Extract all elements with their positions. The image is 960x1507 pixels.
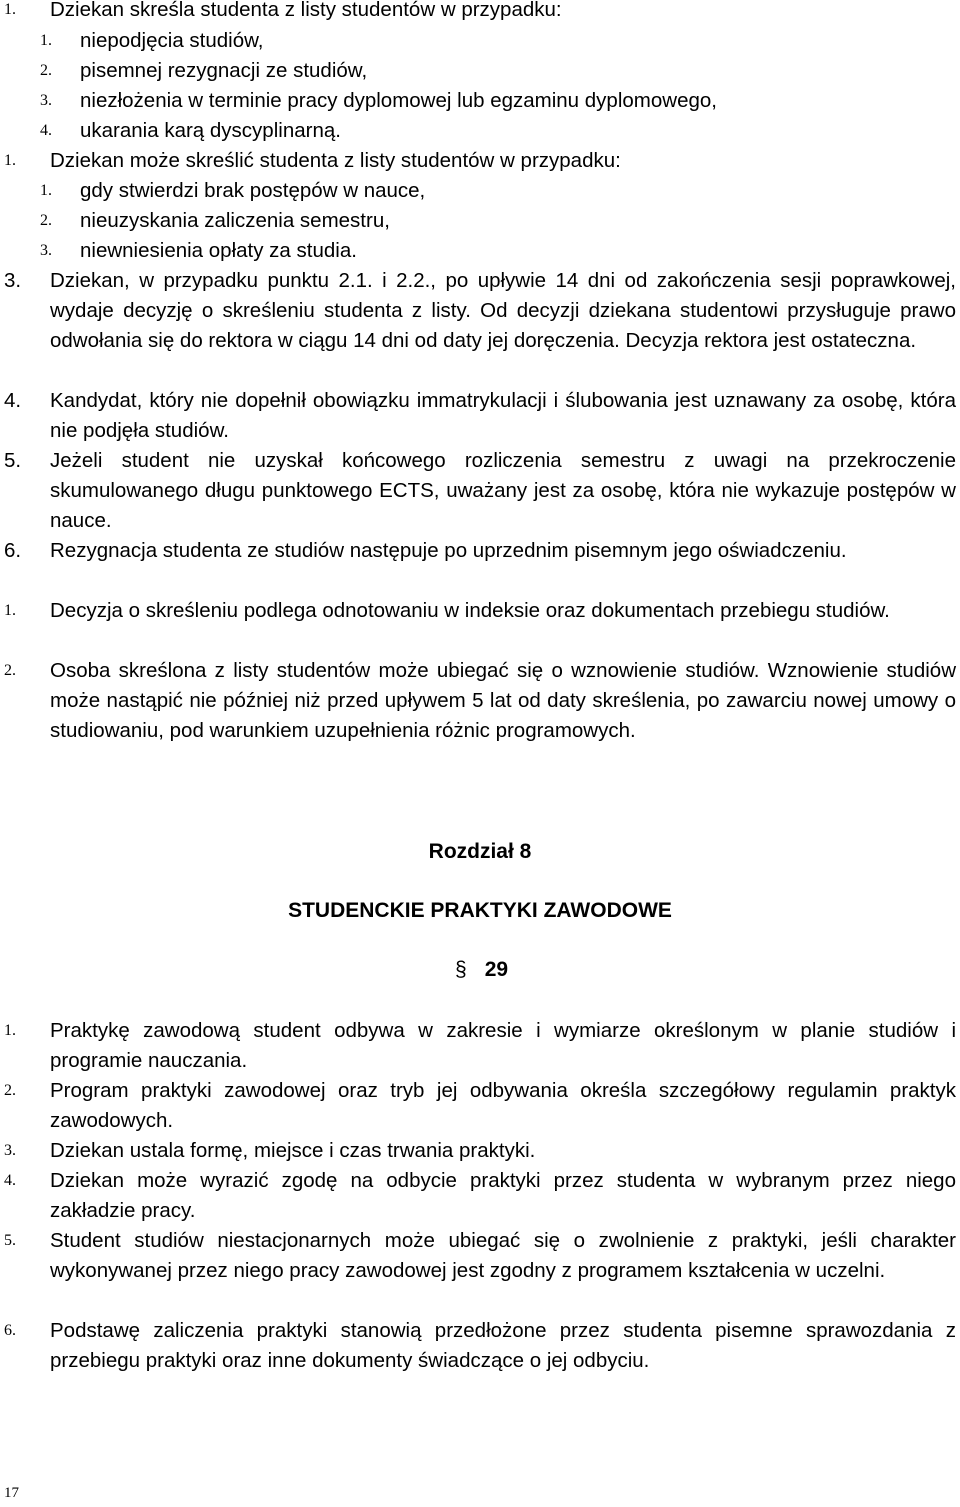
list-item bbox=[0, 386, 956, 446]
item-number: 3. bbox=[4, 1142, 16, 1159]
list-item bbox=[0, 1166, 956, 1226]
item-number: 6. bbox=[4, 1322, 16, 1339]
item-text: Dziekan może skreślić studenta z listy studentów w przypadku: bbox=[50, 149, 621, 172]
section-symbol: § bbox=[455, 958, 467, 981]
item-number: 6. bbox=[4, 539, 22, 562]
item-text: Osoba skreślona z listy studentów może ubiegać się o wznowienie studiów. Wznowienie studiów może nastąpić nie później niż przed upływem 5 lat od daty skreślenia, po zawarciu nowej umowy o studiowaniu, pod warunkiem uzupełnienia różnic programowych. bbox=[50, 659, 956, 742]
item-number: 1. bbox=[40, 32, 52, 49]
list-item bbox=[0, 1136, 956, 1166]
list-item bbox=[0, 176, 956, 206]
item-number: 5. bbox=[4, 1232, 16, 1249]
item-text: niezłożenia w terminie pracy dyplomowej lub egzaminu dyplomowego, bbox=[80, 89, 717, 112]
list-item bbox=[0, 1226, 956, 1286]
item-number: 2. bbox=[4, 662, 16, 679]
chapter-label: Rozdział 8 bbox=[428, 840, 532, 863]
item-text: Kandydat, który nie dopełnił obowiązku immatrykulacji i ślubowania jest uznawany za osobę, która nie podjęła studiów. bbox=[50, 389, 956, 442]
item-number: 4. bbox=[4, 1172, 16, 1189]
list-item bbox=[0, 116, 956, 146]
item-text: ukarania karą dyscyplinarną. bbox=[80, 119, 341, 142]
list-item bbox=[0, 0, 956, 25]
item-text: Decyzja o skreśleniu podlega odnotowaniu w indeksie oraz dokumentach przebiegu studiów. bbox=[50, 599, 890, 622]
item-text: gdy stwierdzi brak postępów w nauce, bbox=[80, 179, 426, 202]
item-text: Dziekan skreśla studenta z listy studentów w przypadku: bbox=[50, 0, 562, 21]
list-item bbox=[0, 86, 956, 116]
list-item bbox=[0, 206, 956, 236]
item-number: 1. bbox=[4, 602, 16, 619]
item-text: Dziekan ustala formę, miejsce i czas trwania praktyki. bbox=[50, 1139, 536, 1162]
chapter-title: STUDENCKIE PRAKTYKI ZAWODOWE bbox=[288, 899, 672, 922]
item-text: Podstawę zaliczenia praktyki stanowią przedłożone przez studenta pisemne sprawozdania z przebiegu praktyki oraz inne dokumenty świadczące o jej odbyciu. bbox=[50, 1319, 956, 1372]
item-text: Jeżeli student nie uzyskał końcowego rozliczenia semestru z uwagi na przekroczenie skumulowanego długu punktowego ECTS, uważany jest za osobę, która nie wykazuje postępów w nauce. bbox=[50, 449, 956, 532]
item-text: Praktykę zawodową student odbywa w zakresie i wymiarze określonym w planie studiów i programie nauczania. bbox=[50, 1019, 956, 1072]
item-number: 2. bbox=[4, 1082, 16, 1099]
item-number: 2. bbox=[40, 62, 52, 79]
item-text: nieuzyskania zaliczenia semestru, bbox=[80, 209, 390, 232]
list-item bbox=[0, 236, 956, 266]
item-number: 2. bbox=[40, 212, 52, 229]
list-item bbox=[0, 536, 956, 566]
item-number: 3. bbox=[40, 92, 52, 109]
item-text: Student studiów niestacjonarnych może ubiegać się o zwolnienie z praktyki, jeśli charakter wykonywanej przez niego pracy zawodowej jest zgodny z programem kształcenia w uczelni. bbox=[50, 1229, 956, 1282]
list-item bbox=[0, 26, 956, 56]
list-item bbox=[0, 656, 956, 746]
item-text: Dziekan, w przypadku punktu 2.1. i 2.2., po upływie 14 dni od zakończenia sesji poprawkowej, wydaje decyzję o skreśleniu studenta z listy. Od decyzji dziekana studentowi przysługuje prawo odwołania się do rektora w ciągu 14 dni od daty jej doręczenia. Decyzja rektora jest ostateczna. bbox=[50, 269, 956, 352]
item-text: niepodjęcia studiów, bbox=[80, 29, 264, 52]
item-number: 5. bbox=[4, 449, 22, 472]
list-item bbox=[0, 56, 956, 86]
item-text: Dziekan może wyrazić zgodę na odbycie praktyki przez studenta w wybranym przez niego zakładzie pracy. bbox=[50, 1169, 956, 1222]
item-text: Rezygnacja studenta ze studiów następuje po uprzednim pisemnym jego oświadczeniu. bbox=[50, 539, 847, 562]
item-number: 1. bbox=[4, 152, 16, 169]
list-item bbox=[0, 1016, 956, 1076]
item-text: niewniesienia opłaty za studia. bbox=[80, 239, 357, 262]
section-number: 29 bbox=[484, 958, 509, 981]
list-item bbox=[0, 446, 956, 536]
list-item bbox=[0, 266, 956, 356]
item-text: pisemnej rezygnacji ze studiów, bbox=[80, 59, 368, 82]
item-number: 4. bbox=[40, 122, 52, 139]
list-item bbox=[0, 596, 956, 626]
item-number: 3. bbox=[4, 269, 22, 292]
section-heading bbox=[455, 955, 508, 985]
item-number: 1. bbox=[4, 1022, 16, 1039]
item-number: 3. bbox=[40, 242, 52, 259]
item-text: Program praktyki zawodowej oraz tryb jej odbywania określa szczegółowy regulamin praktyk zawodowych. bbox=[50, 1079, 956, 1132]
list-item bbox=[0, 1076, 956, 1136]
item-number: 1. bbox=[40, 182, 52, 199]
list-item bbox=[0, 1316, 956, 1376]
page-number: 17 bbox=[4, 1485, 19, 1501]
item-number: 4. bbox=[4, 389, 22, 412]
list-item bbox=[0, 146, 956, 176]
item-number: 1. bbox=[4, 1, 16, 18]
